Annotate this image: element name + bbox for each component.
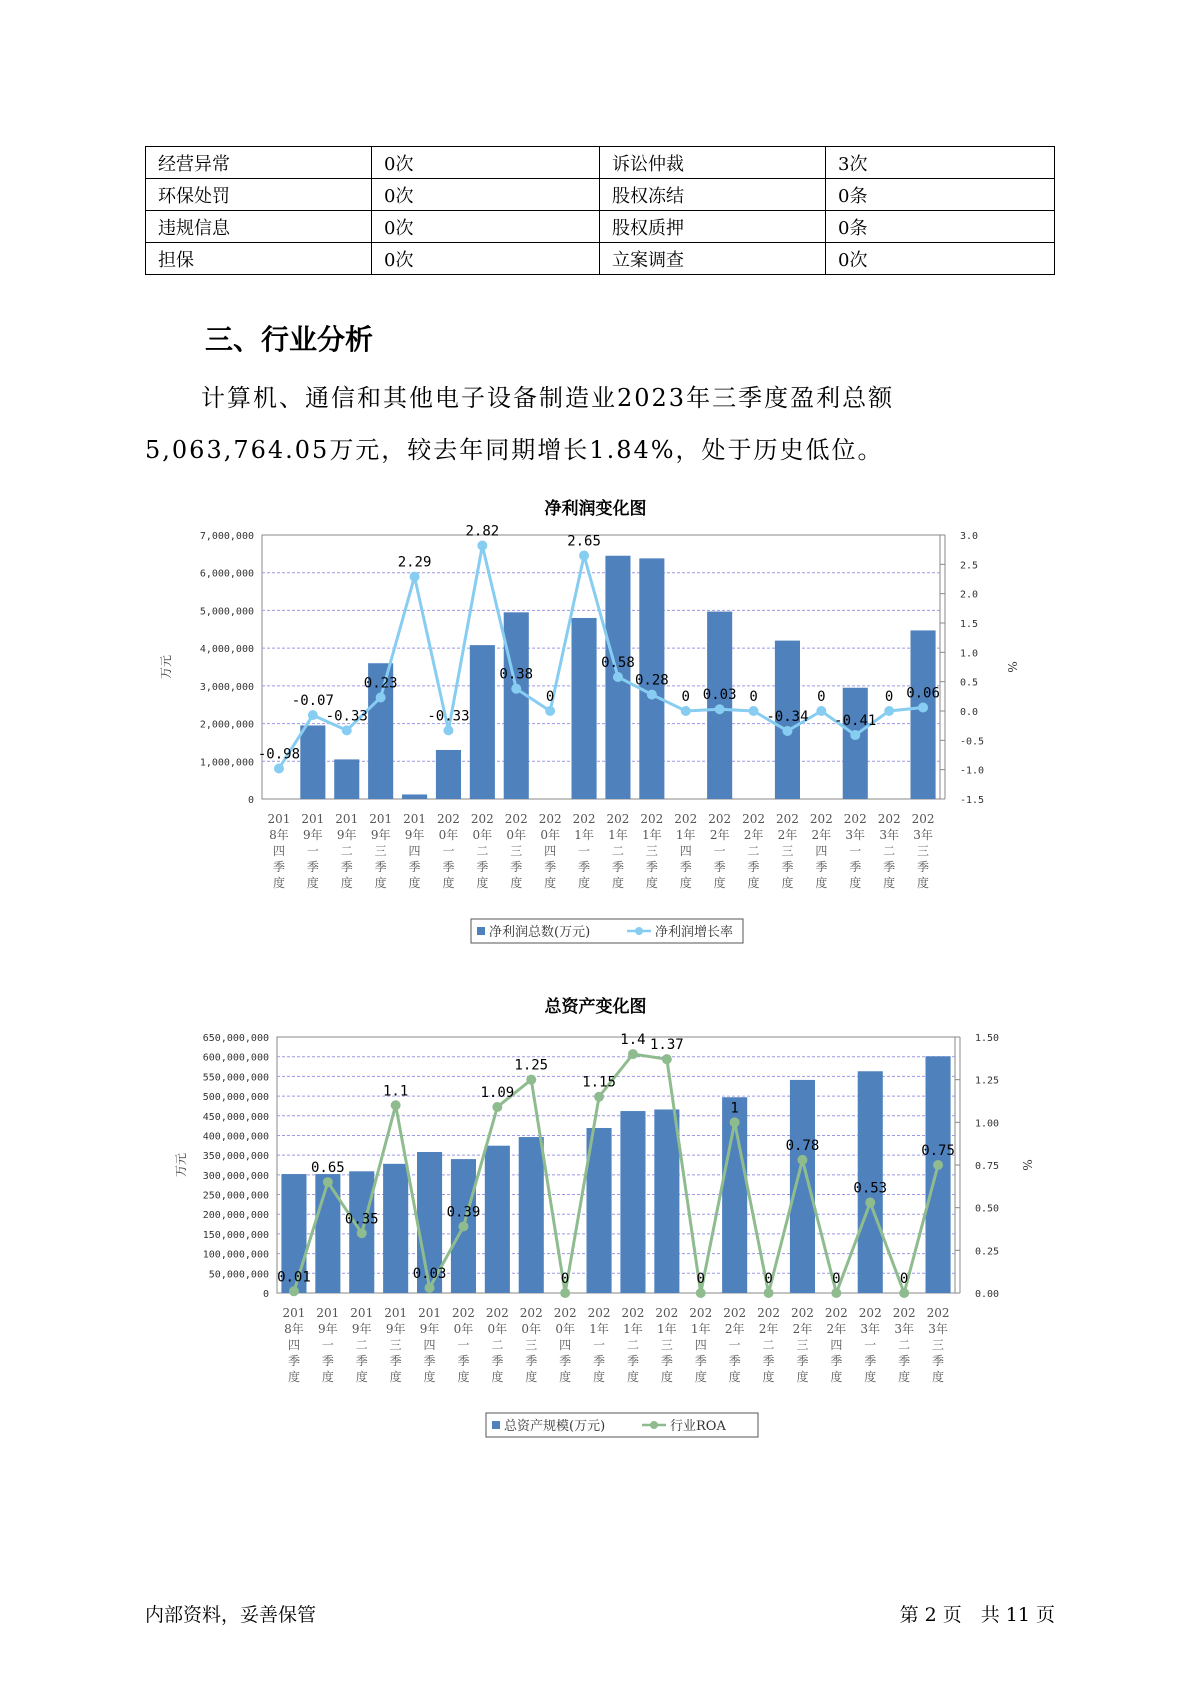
y2-tick-label: 2.0 bbox=[960, 589, 979, 601]
x-tick-label: 201 9年二季度 bbox=[335, 812, 359, 890]
y-axis-title: 万元 bbox=[174, 1152, 188, 1178]
x-tick-label: 202 2年三季度 bbox=[790, 1306, 814, 1384]
bar bbox=[911, 630, 936, 799]
x-tick-label: 202 0年三季度 bbox=[504, 812, 528, 890]
x-tick-label: 202 2年二季度 bbox=[757, 1306, 781, 1384]
bar bbox=[620, 1111, 645, 1293]
data-label: -0.98 bbox=[257, 746, 301, 763]
y-tick-label: 250,000,000 bbox=[202, 1190, 269, 1202]
x-tick-label: 202 1年一季度 bbox=[572, 812, 596, 890]
y2-tick-label: -1.5 bbox=[960, 795, 985, 806]
data-label: 0 bbox=[545, 689, 555, 705]
legend-swatch-dot bbox=[650, 1421, 658, 1429]
line-point bbox=[560, 1288, 570, 1298]
x-tick-label: 201 9年四季度 bbox=[403, 812, 427, 890]
y2-tick-label: 3.0 bbox=[960, 531, 979, 542]
x-tick-label: 201 8年四季度 bbox=[282, 1306, 306, 1384]
table-cell: 立案调查 bbox=[600, 243, 826, 275]
x-tick-label: 201 9年四季度 bbox=[418, 1306, 442, 1384]
legend-label: 净利润增长率 bbox=[655, 925, 734, 940]
legend-swatch-dot bbox=[635, 927, 643, 935]
y2-tick-label: 0.0 bbox=[960, 707, 979, 718]
bar bbox=[315, 1174, 340, 1293]
table-cell: 经营异常 bbox=[146, 147, 372, 179]
bar bbox=[436, 750, 461, 799]
table-cell: 股权质押 bbox=[600, 211, 826, 243]
y-tick-label: 6,000,000 bbox=[199, 568, 254, 580]
data-label: 1.1 bbox=[383, 1083, 409, 1100]
line-point bbox=[884, 706, 894, 716]
y2-tick-label: 0.5 bbox=[960, 677, 979, 689]
data-label: 1.15 bbox=[582, 1074, 616, 1091]
x-tick-label: 202 2年三季度 bbox=[775, 812, 799, 890]
line-point bbox=[715, 704, 725, 714]
x-tick-label: 202 2年二季度 bbox=[742, 812, 766, 890]
line-point bbox=[730, 1117, 740, 1127]
y-tick-label: 300,000,000 bbox=[202, 1170, 269, 1182]
x-tick-label: 202 3年一季度 bbox=[843, 812, 867, 890]
data-label: 0 bbox=[899, 1271, 909, 1287]
line-point bbox=[443, 725, 453, 735]
table-cell: 3次 bbox=[826, 147, 1055, 179]
data-label: 0.75 bbox=[921, 1143, 955, 1159]
line-point bbox=[662, 1054, 672, 1064]
x-tick-label: 202 1年二季度 bbox=[606, 812, 630, 890]
line-point bbox=[764, 1288, 774, 1298]
bar bbox=[926, 1056, 951, 1293]
bar bbox=[300, 725, 325, 799]
footer-page-number: 第 2 页 共 11 页 bbox=[899, 1604, 1055, 1626]
table-cell: 0条 bbox=[826, 179, 1055, 211]
bar bbox=[504, 612, 529, 799]
data-label: 0 bbox=[832, 1271, 841, 1287]
data-label: 0 bbox=[560, 1271, 570, 1287]
x-tick-label: 202 0年二季度 bbox=[485, 1306, 509, 1384]
table-cell: 0次 bbox=[826, 243, 1055, 275]
chart-title-total-assets: 总资产变化图 bbox=[544, 997, 647, 1017]
table-cell: 0条 bbox=[826, 211, 1055, 243]
x-tick-label: 202 1年一季度 bbox=[587, 1306, 611, 1384]
data-label: 0.39 bbox=[446, 1204, 481, 1221]
line-point bbox=[865, 1198, 875, 1208]
line-point bbox=[342, 725, 352, 735]
line-point bbox=[681, 706, 691, 716]
y2-tick-label: -0.5 bbox=[960, 736, 985, 748]
table-cell: 0次 bbox=[372, 179, 600, 211]
line-point bbox=[613, 672, 623, 682]
y-tick-label: 50,000,000 bbox=[208, 1269, 269, 1281]
x-tick-label: 202 2年四季度 bbox=[824, 1306, 848, 1384]
x-tick-label: 202 1年三季度 bbox=[655, 1306, 679, 1384]
line-point bbox=[579, 551, 589, 561]
y-tick-label: 650,000,000 bbox=[202, 1033, 269, 1044]
line-point bbox=[918, 702, 928, 712]
y-tick-label: 150,000,000 bbox=[202, 1229, 269, 1241]
data-label: 1.09 bbox=[480, 1084, 515, 1101]
y-tick-label: 350,000,000 bbox=[202, 1151, 269, 1163]
line-point bbox=[376, 693, 386, 703]
y2-tick-label: 1.5 bbox=[960, 619, 979, 630]
y-tick-label: 400,000,000 bbox=[202, 1131, 269, 1143]
data-label: 1 bbox=[730, 1100, 739, 1117]
x-tick-label: 202 0年三季度 bbox=[519, 1306, 543, 1384]
y-tick-label: 0 bbox=[247, 795, 254, 806]
table-cell: 环保处罚 bbox=[146, 179, 372, 211]
x-tick-label: 201 9年二季度 bbox=[350, 1306, 374, 1384]
y-tick-label: 100,000,000 bbox=[202, 1249, 269, 1261]
table-cell: 担保 bbox=[146, 243, 372, 275]
line-point bbox=[628, 1049, 638, 1059]
y2-tick-label: 2.5 bbox=[960, 560, 979, 572]
table-cell: 0次 bbox=[372, 147, 600, 179]
bar bbox=[334, 759, 359, 799]
data-label: 0.38 bbox=[499, 666, 534, 683]
data-label: 0.35 bbox=[344, 1211, 379, 1228]
line-point bbox=[391, 1100, 401, 1110]
chart-title-net-profit: 净利润变化图 bbox=[544, 499, 647, 519]
data-label: -0.34 bbox=[766, 708, 809, 725]
data-label: 0.65 bbox=[310, 1160, 345, 1177]
x-tick-label: 202 3年二季度 bbox=[892, 1306, 916, 1384]
bar bbox=[485, 1146, 510, 1293]
legend-label: 总资产规模(万元) bbox=[504, 1419, 606, 1434]
line-point bbox=[545, 706, 555, 716]
table-cell: 股权冻结 bbox=[600, 179, 826, 211]
bar bbox=[519, 1137, 544, 1293]
line-point bbox=[323, 1177, 333, 1187]
x-tick-label: 202 1年四季度 bbox=[674, 812, 698, 890]
y2-tick-label: -1.0 bbox=[960, 765, 985, 777]
line-point bbox=[410, 572, 420, 582]
analysis-paragraph: 计算机、通信和其他电子设备制造业2023年三季度盈利总额5,063,764.05万元，较去年同期增长1.84%，处于历史低位。 bbox=[145, 384, 895, 464]
line-point bbox=[647, 690, 657, 700]
y-tick-label: 500,000,000 bbox=[202, 1092, 269, 1104]
table-row bbox=[146, 179, 1055, 211]
line-point bbox=[274, 763, 284, 773]
data-label: 0.58 bbox=[601, 654, 635, 671]
y-tick-label: 450,000,000 bbox=[202, 1111, 269, 1123]
data-label: 1.37 bbox=[649, 1037, 684, 1054]
x-tick-label: 202 3年三季度 bbox=[911, 812, 935, 890]
line-point bbox=[289, 1286, 299, 1296]
data-label: 1.4 bbox=[620, 1032, 646, 1049]
data-label: 0 bbox=[764, 1271, 773, 1287]
y-tick-label: 200,000,000 bbox=[202, 1210, 269, 1222]
line-point bbox=[816, 706, 826, 716]
table-cell: 0次 bbox=[372, 243, 600, 275]
data-label: 0.03 bbox=[412, 1265, 447, 1282]
table-row bbox=[146, 243, 1055, 275]
y2-tick-label: 1.25 bbox=[975, 1075, 1000, 1087]
data-label: 0.01 bbox=[277, 1269, 311, 1286]
line-point bbox=[594, 1092, 604, 1102]
legend-label: 行业ROA bbox=[670, 1419, 726, 1434]
y2-axis-title: % bbox=[1005, 661, 1019, 673]
bar bbox=[654, 1109, 679, 1293]
data-label: 0.78 bbox=[785, 1137, 820, 1154]
bar bbox=[402, 794, 427, 799]
y2-axis-title: % bbox=[1020, 1159, 1034, 1171]
y-tick-label: 5,000,000 bbox=[199, 606, 254, 618]
table-cell: 违规信息 bbox=[146, 211, 372, 243]
data-label: -0.07 bbox=[291, 693, 334, 710]
x-tick-label: 201 9年三季度 bbox=[384, 1306, 408, 1384]
line-point bbox=[850, 730, 860, 740]
data-label: 0.23 bbox=[363, 675, 398, 692]
line-point bbox=[477, 541, 487, 551]
legend-swatch-bar bbox=[477, 927, 485, 935]
bar bbox=[790, 1080, 815, 1293]
y-tick-label: 0 bbox=[262, 1289, 269, 1300]
section-title: 三、行业分析 bbox=[205, 323, 374, 356]
y-axis-title: 万元 bbox=[159, 654, 173, 680]
line-point bbox=[425, 1283, 435, 1293]
x-tick-label: 202 0年四季度 bbox=[538, 812, 562, 890]
legend-swatch-bar bbox=[492, 1421, 500, 1429]
table-row bbox=[146, 147, 1055, 179]
x-tick-label: 202 1年四季度 bbox=[689, 1306, 713, 1384]
line-point bbox=[492, 1102, 502, 1112]
line-point bbox=[782, 726, 792, 736]
data-label: 0 bbox=[681, 689, 690, 705]
y-tick-label: 550,000,000 bbox=[202, 1072, 269, 1084]
x-tick-label: 202 2年一季度 bbox=[723, 1306, 747, 1384]
total-assets-chart bbox=[0, 1018, 1191, 1448]
y-tick-label: 600,000,000 bbox=[202, 1052, 269, 1064]
legend-label: 净利润总数(万元) bbox=[489, 925, 591, 940]
data-label: 1.25 bbox=[514, 1057, 549, 1074]
bar bbox=[572, 618, 597, 799]
data-label: 0.53 bbox=[853, 1180, 888, 1197]
data-label: 0.03 bbox=[702, 687, 737, 704]
data-label: 2.29 bbox=[397, 554, 432, 571]
y-tick-label: 2,000,000 bbox=[199, 719, 254, 731]
x-tick-label: 201 8年四季度 bbox=[267, 812, 291, 890]
y-tick-label: 7,000,000 bbox=[199, 531, 254, 542]
line-point bbox=[511, 684, 521, 694]
table-cell: 诉讼仲裁 bbox=[600, 147, 826, 179]
x-tick-label: 202 3年三季度 bbox=[926, 1306, 950, 1384]
x-tick-label: 202 3年一季度 bbox=[858, 1306, 882, 1384]
bar bbox=[470, 645, 495, 799]
x-tick-label: 202 0年一季度 bbox=[436, 812, 460, 890]
line-point bbox=[308, 710, 318, 720]
y2-tick-label: 0.50 bbox=[975, 1203, 1000, 1215]
line-point bbox=[526, 1075, 536, 1085]
y2-tick-label: 0.00 bbox=[975, 1289, 1000, 1300]
x-tick-label: 202 0年四季度 bbox=[553, 1306, 577, 1384]
bar bbox=[383, 1164, 408, 1293]
x-tick-label: 201 9年一季度 bbox=[316, 1306, 340, 1384]
y2-tick-label: 1.00 bbox=[975, 1118, 1000, 1130]
line-point bbox=[749, 706, 759, 716]
data-label: 0 bbox=[884, 689, 894, 705]
line-point bbox=[797, 1155, 807, 1165]
x-tick-label: 201 9年三季度 bbox=[369, 812, 393, 890]
y2-tick-label: 0.25 bbox=[975, 1246, 1000, 1258]
data-label: 0 bbox=[817, 689, 826, 705]
line-point bbox=[696, 1288, 706, 1298]
y2-tick-label: 0.75 bbox=[975, 1161, 1000, 1172]
data-label: 0.28 bbox=[634, 672, 669, 689]
y-tick-label: 3,000,000 bbox=[199, 681, 254, 693]
data-label: 2.82 bbox=[465, 523, 500, 540]
line-point bbox=[831, 1288, 841, 1298]
data-label: -0.33 bbox=[427, 708, 470, 725]
y2-tick-label: 1.50 bbox=[975, 1033, 1000, 1044]
data-label: 0 bbox=[696, 1271, 705, 1287]
line-point bbox=[933, 1160, 943, 1170]
data-label: -0.41 bbox=[834, 713, 877, 730]
line-point bbox=[899, 1288, 909, 1298]
x-tick-label: 202 0年二季度 bbox=[470, 812, 494, 890]
y-tick-label: 1,000,000 bbox=[199, 757, 254, 769]
x-tick-label: 202 2年一季度 bbox=[708, 812, 732, 890]
net-profit-chart bbox=[0, 520, 1191, 950]
table-cell: 0次 bbox=[372, 211, 600, 243]
data-label: -0.33 bbox=[325, 708, 368, 725]
y-tick-label: 4,000,000 bbox=[199, 644, 254, 656]
x-tick-label: 201 9年一季度 bbox=[301, 812, 325, 890]
data-label: 2.65 bbox=[567, 533, 601, 550]
data-label: 0.06 bbox=[906, 685, 940, 702]
line-point bbox=[357, 1228, 367, 1238]
x-tick-label: 202 1年二季度 bbox=[621, 1306, 645, 1384]
x-tick-label: 202 1年三季度 bbox=[640, 812, 664, 890]
y2-tick-label: 1.0 bbox=[960, 648, 979, 660]
x-tick-label: 202 2年四季度 bbox=[809, 812, 833, 890]
line-point bbox=[458, 1221, 468, 1231]
x-tick-label: 202 3年二季度 bbox=[877, 812, 901, 890]
x-tick-label: 202 0年一季度 bbox=[451, 1306, 475, 1384]
risk-summary-table bbox=[145, 146, 1055, 275]
bar bbox=[843, 688, 868, 799]
data-label: 0 bbox=[749, 689, 758, 705]
footer-confidential: 内部资料，妥善保管 bbox=[145, 1604, 317, 1626]
table-row bbox=[146, 211, 1055, 243]
